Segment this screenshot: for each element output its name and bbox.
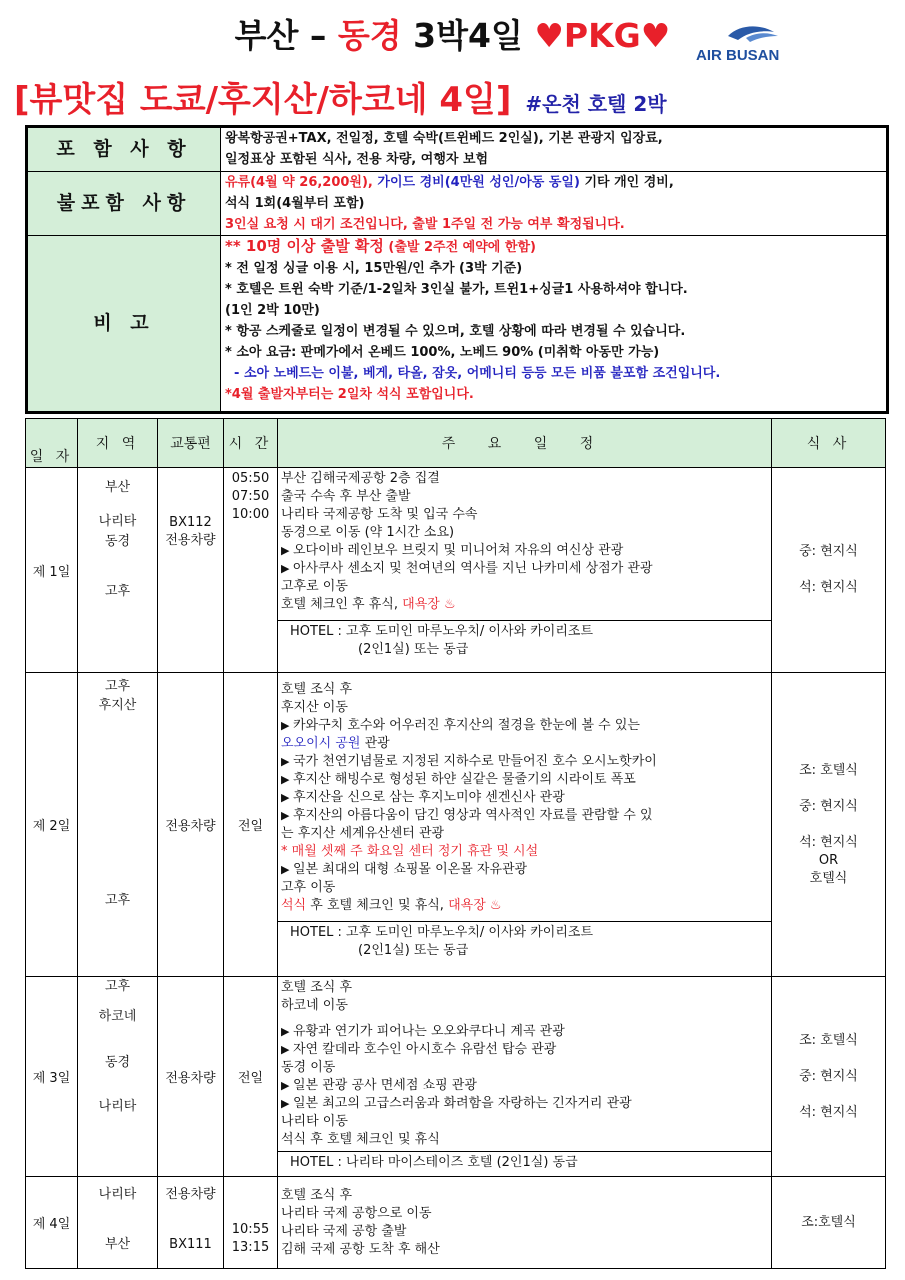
- meal: 석: 현지식: [799, 834, 858, 850]
- meal: 조: 호텔식: [799, 1032, 858, 1048]
- schedule-line: 후지산 해빙수로 형성된 하얀 실같은 물줄기의 시라이토 폭포: [292, 772, 636, 787]
- day3-meals: [772, 977, 886, 1177]
- min-group-note: ** 10명 이상 출발 확정: [225, 237, 384, 255]
- region: 나리타: [98, 514, 137, 529]
- schedule-line: 관광: [364, 736, 390, 751]
- min-group-sub: (출발 2주전 예약에 한함): [383, 240, 536, 255]
- time: 07:50: [231, 489, 270, 504]
- logo-text: AIR BUSAN: [696, 47, 780, 64]
- remark-twin: * 호텔은 트윈 숙박 기준/1-2일차 3인실 불가, 트윈1+싱글1 사용하셔야 합니다.: [225, 282, 688, 297]
- itinerary-table: [25, 418, 885, 1269]
- region: 후지산: [98, 698, 137, 713]
- title-duration: 3박4일: [401, 16, 535, 55]
- meal: 중: 현지식: [799, 544, 858, 559]
- meal: 중: 현지식: [799, 798, 858, 814]
- schedule-line: 호텔 조식 후: [281, 682, 353, 697]
- remark-child-nobed: - 소아 노베드는 이불, 베게, 타올, 잠옷, 어메니티 등등 모든 비품 불포함 조건입니다.: [225, 366, 721, 381]
- day1-meals: [772, 468, 886, 673]
- col-transport: 교통편: [158, 419, 224, 468]
- info-table: [25, 125, 889, 414]
- schedule-line: 동경으로 이동 (약 1시간 소요): [281, 525, 455, 540]
- time: 전일: [224, 977, 278, 1177]
- schedule-line: 카와구치 호수와 어우러진 후지산의 절경을 한눈에 볼 수 있는: [292, 718, 640, 733]
- region: 동경: [104, 534, 131, 549]
- included-label: 포 함 사 항: [28, 128, 221, 172]
- time: 05:50: [231, 471, 270, 486]
- schedule-line: 오다이바 레인보우 브릿지 및 미니어쳐 자유의 여신상 관광: [292, 543, 624, 558]
- schedule-line: 고후로 이동: [281, 579, 348, 594]
- remark-dinner: *4월 출발자부터는 2일차 석식 포함입니다.: [225, 387, 474, 402]
- air-busan-logo: [690, 22, 800, 64]
- day1-schedule: 부산 김해국제공항 2층 집결 출국 수속 후 부산 출발 나리타 국제공항 도착 및 입국 수속 동경으로 이동 (약 1시간 소요) ▶ 오다이바 레인보우 브릿지 및 미니어쳐 자유의 여신상 관광 ▶ 아사쿠사 센소지 및 천여년의 역사를 지닌 나카미세 상점가 관광 고후로 이동 호텔 체크인 후 휴식, 대욕장 ♨ HOTEL : 고후 도미인 마루노우치/ 이사와 카이리조트 (2인1실) 또는 동급: [278, 468, 772, 673]
- schedule-line: 국가 천연기념물로 지정된 지하수로 만들어진 호수 오시노핫카이: [292, 754, 657, 769]
- remark-child: * 소아 요금: 판메가에서 온베드 100%, 노베드 90% (미취학 아동만 가능): [225, 345, 660, 360]
- schedule-line: 고후 이동: [281, 880, 336, 895]
- hotel-name: HOTEL : 나리타 마이스테이즈 호텔 (2인1실) 동급: [278, 1151, 771, 1174]
- hotel-name: HOTEL : 고후 도미인 마루노우치/ 이사와 카이리조트: [290, 925, 594, 940]
- schedule-line: 호텔 조식 후: [281, 980, 353, 995]
- region: 부산: [104, 480, 131, 495]
- schedule-line: 나리타 이동: [281, 1114, 348, 1129]
- meal: 중: 현지식: [799, 1068, 858, 1084]
- day4-transport: [158, 1177, 224, 1269]
- hotel-room: (2인1실) 또는 동급: [358, 642, 469, 657]
- schedule-line: 호텔 조식 후: [281, 1188, 353, 1203]
- region: 하코네: [98, 1009, 137, 1024]
- time: 전일: [224, 673, 278, 977]
- excluded-line2: 석식 1회(4월부터 포함): [225, 196, 365, 211]
- time: 13:15: [231, 1240, 270, 1255]
- day-label: 제 3일: [26, 977, 78, 1177]
- day-label: 제 2일: [26, 673, 78, 977]
- remark-schedule: * 항공 스케줄로 일정이 변경될 수 있으며, 호텔 상황에 따라 변경될 수 있습니다.: [225, 324, 686, 339]
- included-line: 왕복항공권+TAX, 전일정, 호텔 숙박(트윈베드 2인실), 기본 관광지 입장료,: [225, 131, 663, 146]
- transport: 전용차량: [165, 1187, 216, 1202]
- col-time: 시 간: [224, 419, 278, 468]
- day-label: 제 1일: [26, 468, 78, 673]
- region: 동경: [104, 1055, 131, 1070]
- excluded-rest: 기타 개인 경비,: [579, 175, 674, 190]
- region: 고후: [104, 584, 131, 599]
- remark-single: * 전 일정 싱글 이용 시, 15만원/인 추가 (3박 기준): [225, 261, 523, 276]
- meal: 조:호텔식: [772, 1177, 886, 1269]
- hotel-info: [278, 620, 771, 661]
- region: 부산: [104, 1237, 131, 1252]
- day2-regions: [78, 673, 158, 977]
- day3-regions: [78, 977, 158, 1177]
- excluded-label: 불포함 사항: [28, 172, 221, 236]
- flight-number: BX111: [169, 1237, 212, 1252]
- region: 고후: [104, 893, 131, 908]
- day1-regions: [78, 468, 158, 673]
- schedule-line: 자연 칼데라 호수인 아시호수 유람선 탑승 관광: [292, 1042, 557, 1057]
- day-label: 제 4일: [26, 1177, 78, 1269]
- transport: 전용차량: [165, 533, 216, 548]
- schedule-line: 나리타 국제 공항 출발: [281, 1224, 407, 1239]
- schedule-line: 호텔 체크인 후 휴식,: [281, 597, 403, 612]
- fuel-surcharge: 유류(4월 약 26,200원),: [225, 175, 373, 190]
- bath-note: 대욕장 ♨: [402, 597, 456, 612]
- col-day: 일 자: [26, 419, 78, 468]
- excluded-line3: 3인실 요청 시 대기 조건입니다, 출발 1주일 전 가능 여부 확정됩니다.: [225, 217, 625, 232]
- day-row-3: [26, 977, 886, 1177]
- hotel-name: HOTEL : 고후 도미인 마루노우치/ 이사와 카이리조트: [290, 624, 594, 639]
- schedule-line: 하코네 이동: [281, 998, 348, 1013]
- schedule-line: 출국 수속 후 부산 출발: [281, 489, 411, 504]
- title-origin: 부산 –: [234, 16, 338, 55]
- schedule-line: 는 후지산 세계유산센터 관광: [281, 826, 445, 841]
- day-row-4: [26, 1177, 886, 1269]
- day-row-2: [26, 673, 886, 977]
- hotel-room: (2인1실) 또는 동급: [358, 943, 469, 958]
- meal: 석: 현지식: [799, 580, 858, 595]
- day3-schedule: 호텔 조식 후 하코네 이동 ▶ 유황과 연기가 피어나는 오오와쿠다니 계곡 관광 ▶ 자연 칼데라 호수인 아시호수 유람선 탑승 관광 동경 이동 ▶ 일본 관광 공사 면세점 쇼핑 관광 ▶ 일본 최고의 고급스러움과 화려함을 자랑하는 긴자거리 관광 나리타 이동 석식 후 호텔 체크인 및 휴식 HOTEL : 나리타 마이스테이즈 호텔 (2인1실) 동급: [278, 977, 772, 1177]
- transport: 전용차량: [158, 673, 224, 977]
- day1-transport: [158, 468, 224, 673]
- schedule-line: 일본 최고의 고급스러움과 화려함을 자랑하는 긴자거리 관광: [292, 1096, 632, 1111]
- included-cell: [221, 128, 887, 172]
- day4-regions: [78, 1177, 158, 1269]
- day4-times: [224, 1177, 278, 1269]
- region: 고후: [104, 979, 131, 994]
- title-destination: 동경: [337, 16, 402, 55]
- day4-schedule: [278, 1177, 772, 1269]
- schedule-line: 후지산의 아름다움이 담긴 영상과 역사적인 자료를 관람할 수 있: [292, 808, 653, 823]
- meal: OR: [818, 852, 839, 868]
- meal: 조: 호텔식: [799, 762, 858, 778]
- park-name: 오오이시 공원: [281, 736, 361, 751]
- schedule-line: 유황과 연기가 피어나는 오오와쿠다니 계곡 관광: [292, 1024, 565, 1039]
- remarks-cell: [221, 236, 887, 412]
- bath-note: 대욕장 ♨: [448, 898, 502, 913]
- region: 고후: [104, 679, 131, 694]
- col-meal: 식 사: [772, 419, 886, 468]
- subtitle-text: [뷰맛집 도쿄/후지산/하코네 4일]: [14, 80, 512, 120]
- day2-schedule: 호텔 조식 후 후지산 이동 ▶ 카와구치 호수와 어우러진 후지산의 절경을 한눈에 볼 수 있는 오오이시 공원 관광 ▶ 국가 천연기념물로 지정된 지하수로 만들어진 호수 오시노핫카이 ▶ 후지산 해빙수로 형성된 하얀 실같은 물줄기의 시라이토 폭포 ▶ 후지산을 신으로 삼는 후지노미야 센겐신사 관광 ▶ 후지산의 아름다움이 담긴 영상과 역사적인 자료를 관람할 수 있 는 후지산 세계유산센터 관광 * 매월 셋째 주 화요일 센터 정기 휴관 및 시설 ▶ 일본 최대의 대형 쇼핑몰 이온몰 자유관광 고후 이동 석식 후 호텔 체크인 및 휴식, 대욕장 ♨ HOTEL : 고후 도미인 마루노우치/ 이사와 카이리조트 (2인1실) 또는 동급: [278, 673, 772, 977]
- schedule-line: 나리타 국제 공항으로 이동: [281, 1206, 432, 1221]
- region: 나리타: [98, 1099, 137, 1114]
- schedule-line: 나리타 국제공항 도착 및 입국 수속: [281, 507, 478, 522]
- schedule-line: 부산 김해국제공항 2층 집결: [281, 471, 440, 486]
- day1-times: [224, 468, 278, 673]
- schedule-line: 동경 이동: [281, 1060, 336, 1075]
- excluded-cell: [221, 172, 887, 236]
- flight-number: BX112: [169, 515, 212, 530]
- day2-meals: [772, 673, 886, 977]
- included-line: 일정표상 포함된 식사, 전용 차량, 여행자 보험: [225, 152, 489, 167]
- hotel-info: [278, 921, 771, 962]
- transport: 전용차량: [158, 977, 224, 1177]
- schedule-line: 후지산을 신으로 삼는 후지노미야 센겐신사 관광: [292, 790, 565, 805]
- closure-note: * 매월 셋째 주 화요일 센터 정기 휴관 및 시설: [281, 844, 539, 859]
- onsen-tag: #온천 호텔 2박: [525, 92, 667, 116]
- dinner-note: 석식: [281, 898, 307, 913]
- guide-fee: 가이드 경비(4만원 성인/아동 동일): [372, 175, 580, 190]
- schedule-line: 석식 후 호텔 체크인 및 휴식: [281, 1132, 440, 1147]
- col-schedule: 주 요 일 정: [278, 419, 772, 468]
- time: 10:55: [231, 1222, 270, 1237]
- remark-twin-price: (1인 2박 10만): [225, 303, 320, 318]
- schedule-line: 일본 최대의 대형 쇼핑몰 이온몰 자유관광: [292, 862, 528, 877]
- title-pkg: ♥PKG♥: [534, 16, 671, 55]
- region: 나리타: [98, 1187, 137, 1202]
- schedule-line: 김해 국제 공항 도착 후 해산: [281, 1242, 440, 1257]
- subtitle: [14, 72, 667, 121]
- meal: 호텔식: [809, 870, 848, 886]
- day-row-1: [26, 468, 886, 673]
- schedule-line: 후 호텔 체크인 및 휴식,: [306, 898, 449, 913]
- time: 10:00: [231, 507, 270, 522]
- schedule-line: 후지산 이동: [281, 700, 348, 715]
- schedule-line: 아사쿠사 센소지 및 천여년의 역사를 지닌 나카미세 상점가 관광: [292, 561, 653, 576]
- meal: 석: 현지식: [799, 1104, 858, 1120]
- remarks-label: 비 고: [28, 236, 221, 412]
- schedule-line: 일본 관광 공사 면세점 쇼핑 관광: [292, 1078, 477, 1093]
- col-region: 지 역: [78, 419, 158, 468]
